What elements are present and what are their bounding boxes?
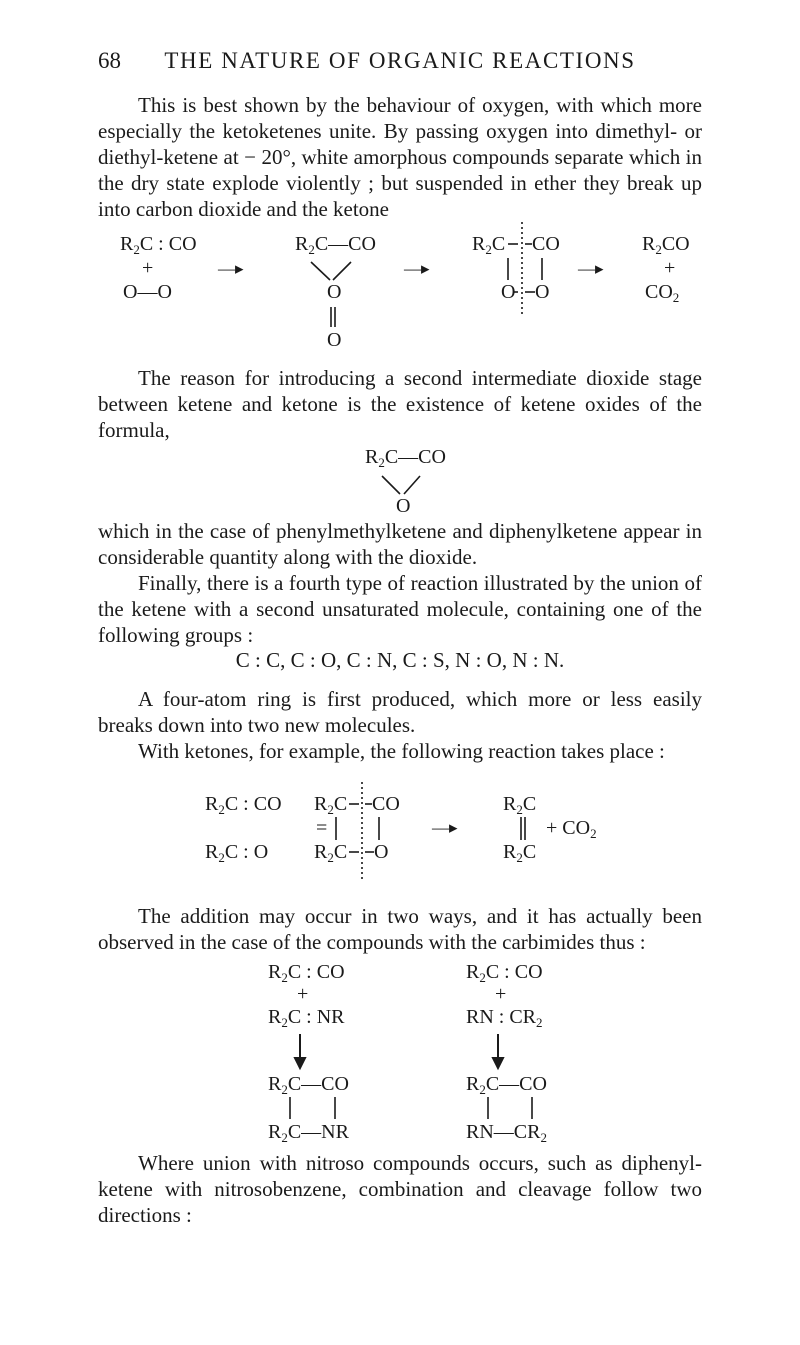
paragraph-phenylketene: which in the case of phenylmethylketene and diphenylketene appear in considerable quantity along with the dioxide.	[98, 519, 702, 569]
formula: $R_2C$	[503, 841, 537, 865]
paragraph-ketones: With ketones, for example, the following reaction takes place :	[138, 739, 665, 763]
formula: O	[396, 495, 411, 517]
formula: O	[327, 329, 342, 351]
formula: O—O	[123, 281, 172, 303]
formula: CO	[372, 793, 400, 815]
formula: $R_2C$ : CO	[205, 793, 282, 817]
paragraph-carbimides: The addition may occur in two ways, and it has actually been observed in the case of the compounds with the carbimides thus :	[98, 904, 702, 954]
formula: $R_2C—CO$	[268, 1073, 349, 1097]
page-number: 68	[98, 48, 121, 73]
paragraph-four-atom-ring: A four-atom ring is first produced, which more or less easily breaks down into two new molecules.	[98, 687, 702, 737]
plus-sign: +	[297, 983, 309, 1005]
formula: O	[327, 281, 342, 303]
formula: CO	[532, 233, 560, 255]
formula: $R_2C$	[503, 793, 537, 817]
equals-sign: =	[316, 817, 328, 839]
formula: $R_2C$ : CO	[268, 961, 345, 985]
formula: $R_2C—NR$	[268, 1121, 349, 1145]
formula: $R_2C$ : CO	[120, 233, 197, 257]
plus-sign: +	[664, 257, 676, 279]
running-title: THE NATURE OF ORGANIC REACTIONS	[164, 48, 636, 73]
formula: $R_2C—CO$	[466, 1073, 547, 1097]
formula: $R_2C$ : O	[205, 841, 269, 865]
formula: $RN—CR_2$	[466, 1121, 547, 1145]
reaction-arrow: —▸	[578, 259, 604, 278]
formula: $R_2CO$	[642, 233, 690, 257]
formula: $CO_2$	[645, 281, 680, 305]
formula: RN : $CR_2$	[466, 1006, 543, 1030]
paragraph-fourth-type: Finally, there is a fourth type of reaction illustrated by the union of the ketene with a second unsaturated molecule, containing one of the following groups :	[98, 571, 702, 647]
plus-sign: +	[495, 983, 507, 1005]
formula: $R_2C—CO$	[295, 233, 376, 257]
formula: O	[501, 281, 516, 303]
reaction-arrow: —▸	[404, 259, 430, 278]
reaction-arrow: —▸	[432, 818, 458, 837]
paragraph-nitroso: Where union with nitroso compounds occurs, such as diphenyl-ketene with nitrosobenzene, combination and cleavage follow two directions :	[98, 1151, 702, 1227]
reaction-arrow: —▸	[218, 259, 244, 278]
formula: O	[374, 841, 389, 863]
formula: $R_2C$	[472, 233, 506, 257]
formula: $R_2C$	[314, 793, 348, 817]
formula: $R_2C—CO$	[365, 446, 446, 470]
paragraph-intermediate: The reason for introducing a second intermediate dioxide stage between ketene and ketone is the existence of ketene oxides of the formula,	[98, 366, 702, 442]
paragraph-oxygen: This is best shown by the behaviour of oxygen, with which more especially the ketoketenes unite. By passing oxygen into dimethyl- or diethyl-ketene at − 20°, white amorphous compounds separate which in the dry state explode violently ; but suspended in ether they break up into carbon dioxide and the ketone	[98, 93, 702, 221]
formula: + $CO_2$	[546, 817, 597, 841]
group-list: C : C, C : O, C : N, C : S, N : O, N : N.	[235, 648, 565, 672]
formula: $R_2C$ : CO	[466, 961, 543, 985]
formula: $R_2C$ : NR	[268, 1006, 345, 1030]
plus-sign: +	[142, 257, 154, 279]
formula: O	[535, 281, 550, 303]
formula: $R_2C$	[314, 841, 348, 865]
